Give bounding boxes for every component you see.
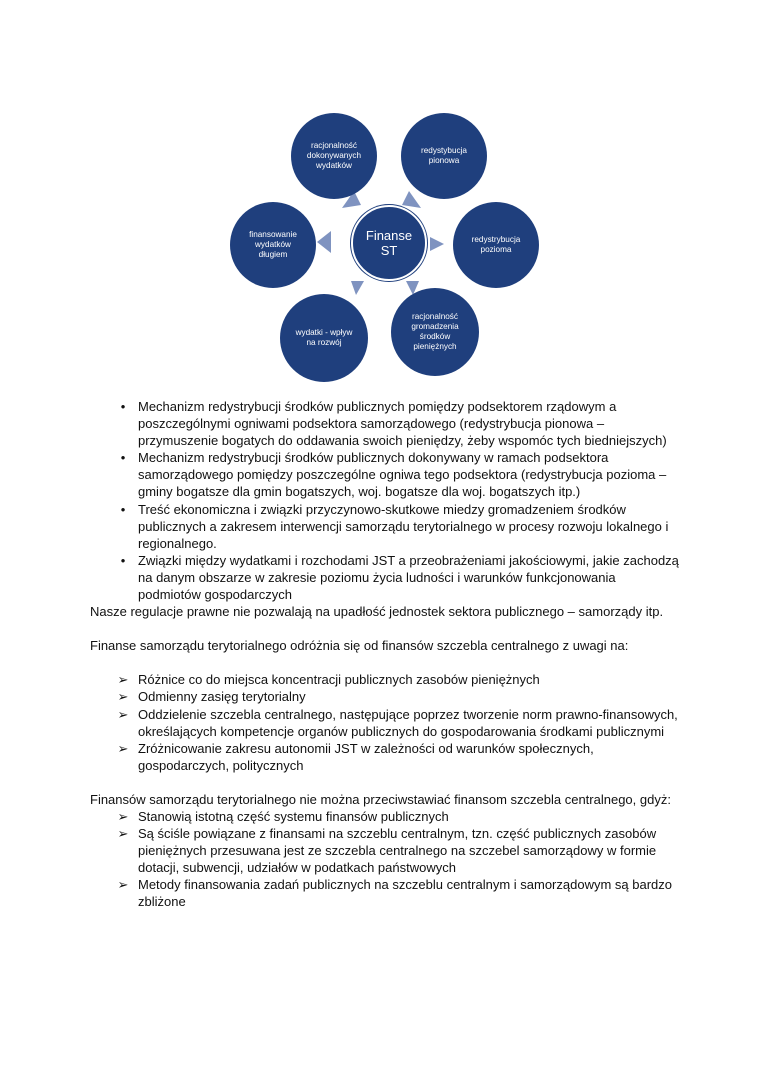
bullet-mark: • [120,399,126,414]
spacer [90,620,680,637]
relations-list [90,808,680,911]
spacer [90,774,680,791]
list-item [90,808,680,825]
node-redystrybucja-pionowa [401,113,487,199]
arrow-right [430,237,444,251]
center-node-label: Finanse ST [365,228,413,258]
node-redystrybucja-pozioma [453,202,539,288]
document-text [90,398,680,911]
node-label: finansowanie wydatków długiem [249,230,297,259]
node-label: racjonalność gromadzenia środków pieniężnych [411,312,459,351]
list-item-text: Związki między wydatkami i rozchodami JST a przeobrażeniami jakościowymi, jakie zachodzą na danym obszarze w zakresie poziomu życia ludności i warunków funkcjonowania podmiotów gospodarczych [138,552,679,603]
list-item [90,449,680,500]
differences-intro: Finanse samorządu terytorialnego odróżnia się od finansów szczebla centralnego z uwagi na: [90,638,629,654]
spacer [90,654,680,671]
list-item [90,876,680,910]
list-item [90,552,680,603]
node-wydatki-rozwoj [280,294,368,382]
differences-list [90,671,680,774]
node-label: redystrybucja pozioma [471,235,521,254]
arrow-bullet-icon: ➢ [117,672,129,688]
list-item-text: Oddzielenie szczebla centralnego, następujące poprzez tworzenie norm prawno-finansowych, określających kompetencje organów publicznych do gospodarowania środkami publicznymi [138,706,678,739]
arrow-bullet-icon: ➢ [117,877,129,893]
bullet-mark: • [120,450,126,466]
node-finansowanie-dlugiem [230,202,316,288]
list-item [90,501,680,552]
arrow-left [317,231,331,253]
center-node [351,205,427,281]
list-item [90,688,680,705]
list-item [90,398,680,449]
list-item-text: Stanowią istotną część systemu finansów publicznych [138,808,449,824]
redistribution-list [90,398,680,603]
bankruptcy-note: Nasze regulacje prawne nie pozwalają na upadłość jednostek sektora publicznego – samorządy itp. [90,604,664,620]
node-label: redystybucja pionowa [421,146,467,165]
list-item [90,706,680,740]
arrow-bullet-icon: ➢ [117,706,129,722]
bullet-mark: • [120,501,126,517]
list-item [90,825,680,876]
list-item-text: Mechanizm redystrybucji środków publicznych pomiędzy podsektorem rządowym a poszczególnymi ogniwami podsektora samorządowego (redystrybucja pionowa – przymuszenie bogatych do oddawania swoich pieniędzy, żeby wspomóc tych biedniejszych) [138,399,667,449]
node-racjonalnosc-gromadzenia [391,288,479,376]
arrow-down-left [351,281,364,295]
arrow-bullet-icon: ➢ [117,689,129,705]
arrow-bullet-icon: ➢ [117,826,129,842]
list-item-text: Różnice co do miejsca koncentracji publicznych zasobów pieniężnych [138,672,540,688]
list-item-text: Zróżnicowanie zakresu autonomii JST w zależności od warunków społecznych, gospodarczych, politycznych [138,740,594,773]
list-item-text: Mechanizm redystrybucji środków publicznych dokonywany w ramach podsektora samorządowego pomiędzy poszczególne ogniwa tego podsektora (redystrybucja pozioma – gminy bogatsze dla gmin bogatszych, woj. bogatsze dla woj. bogatszych itp.) [138,450,667,500]
list-item [90,740,680,774]
arrow-bullet-icon: ➢ [117,740,129,756]
finance-cycle-diagram [225,105,545,395]
list-item-text: Są ściśle powiązane z finansami na szczeblu centralnym, tzn. część publicznych zasobów pieniężnych przesuwana jest ze szczebla centralnego na szczebel samorządowy w formie dotacji, subwencji, udziałów w podatkach państwowych [138,826,657,876]
list-item [90,671,680,688]
node-label: racjonalność dokonywanych wydatków [306,141,362,170]
arrow-bullet-icon: ➢ [117,808,129,824]
node-label: wydatki - wpływ na rozwój [295,328,353,347]
relations-intro: Finansów samorządu terytorialnego nie można przeciwstawiać finansom szczebla centralnego, gdyż: [90,791,671,807]
list-item-text: Treść ekonomiczna i związki przyczynowo-skutkowe miedzy gromadzeniem środków publicznych a zakresem interwencji samorządu terytorialnego w procesy rozwoju lokalnego i regionalnego. [138,501,669,551]
node-racjonalnosc-wydatkow [291,113,377,199]
bullet-mark: • [120,552,126,568]
list-item-text: Odmienny zasięg terytorialny [138,689,306,705]
list-item-text: Metody finansowania zadań publicznych na szczeblu centralnym i samorządowym są bardzo zbliżone [138,877,672,910]
arrow-up-right [402,191,421,208]
